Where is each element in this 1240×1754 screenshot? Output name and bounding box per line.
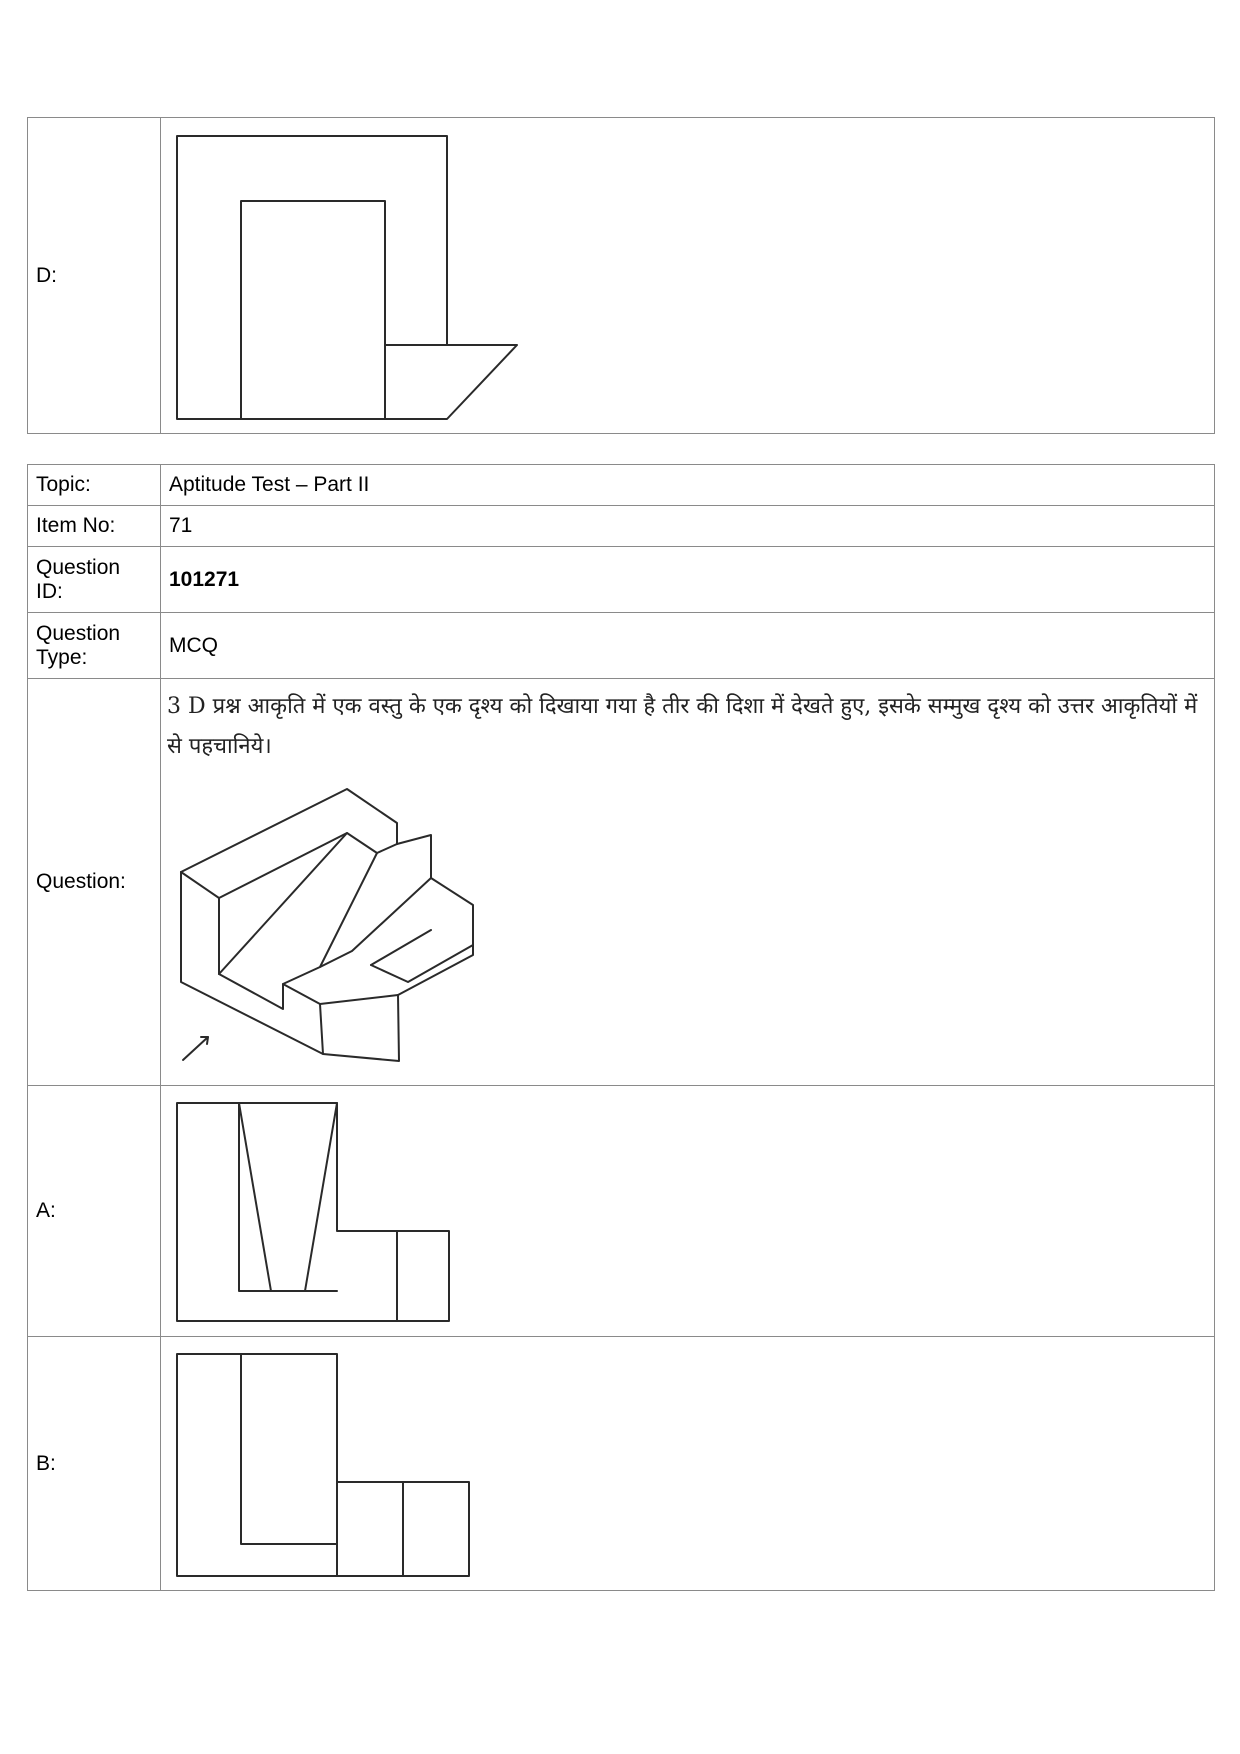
question-table (27, 464, 1215, 1591)
question-type-value: MCQ (161, 613, 1215, 679)
question-id-value: 101271 (161, 547, 1215, 613)
topic-label: Topic: (28, 465, 161, 506)
option-a-drawing (177, 1103, 449, 1321)
question-type-row (28, 613, 1215, 679)
item-row (28, 506, 1215, 547)
question-id-row (28, 547, 1215, 613)
question-id-label: Question ID: (28, 547, 161, 613)
option-b-figure-cell (161, 1337, 1215, 1591)
topic-value: Aptitude Test – Part II (161, 465, 1215, 506)
option-d-table (27, 117, 1215, 434)
topic-row (28, 465, 1215, 506)
option-a-row (28, 1086, 1215, 1337)
option-a-figure-cell (161, 1086, 1215, 1337)
question-text: 3 D प्रश्न आकृति में एक वस्तु के एक दृश्य को दिखाया गया है तीर की दिशा में देखते हुए, इसके सम्मुख दृश्य को उत्तर आकृतियों में से पहचानिये। (167, 694, 1198, 759)
option-d-label: D: (28, 118, 161, 434)
option-d-drawing (177, 136, 517, 419)
option-b-figure (161, 1338, 1211, 1590)
option-b-label: B: (28, 1337, 161, 1591)
question-cell (161, 679, 1215, 1086)
isometric-object-drawing (181, 789, 473, 1061)
question-figure (161, 775, 1211, 1085)
option-a-figure (161, 1087, 1211, 1336)
item-value: 71 (161, 506, 1215, 547)
question-row (28, 679, 1215, 1086)
question-label: Question: (28, 679, 161, 1086)
item-label: Item No: (28, 506, 161, 547)
option-a-label: A: (28, 1086, 161, 1337)
option-d-figure (161, 119, 1211, 433)
question-type-label: Question Type: (28, 613, 161, 679)
option-b-row (28, 1337, 1215, 1591)
option-d-figure-cell (161, 118, 1215, 434)
option-b-drawing (177, 1354, 469, 1576)
